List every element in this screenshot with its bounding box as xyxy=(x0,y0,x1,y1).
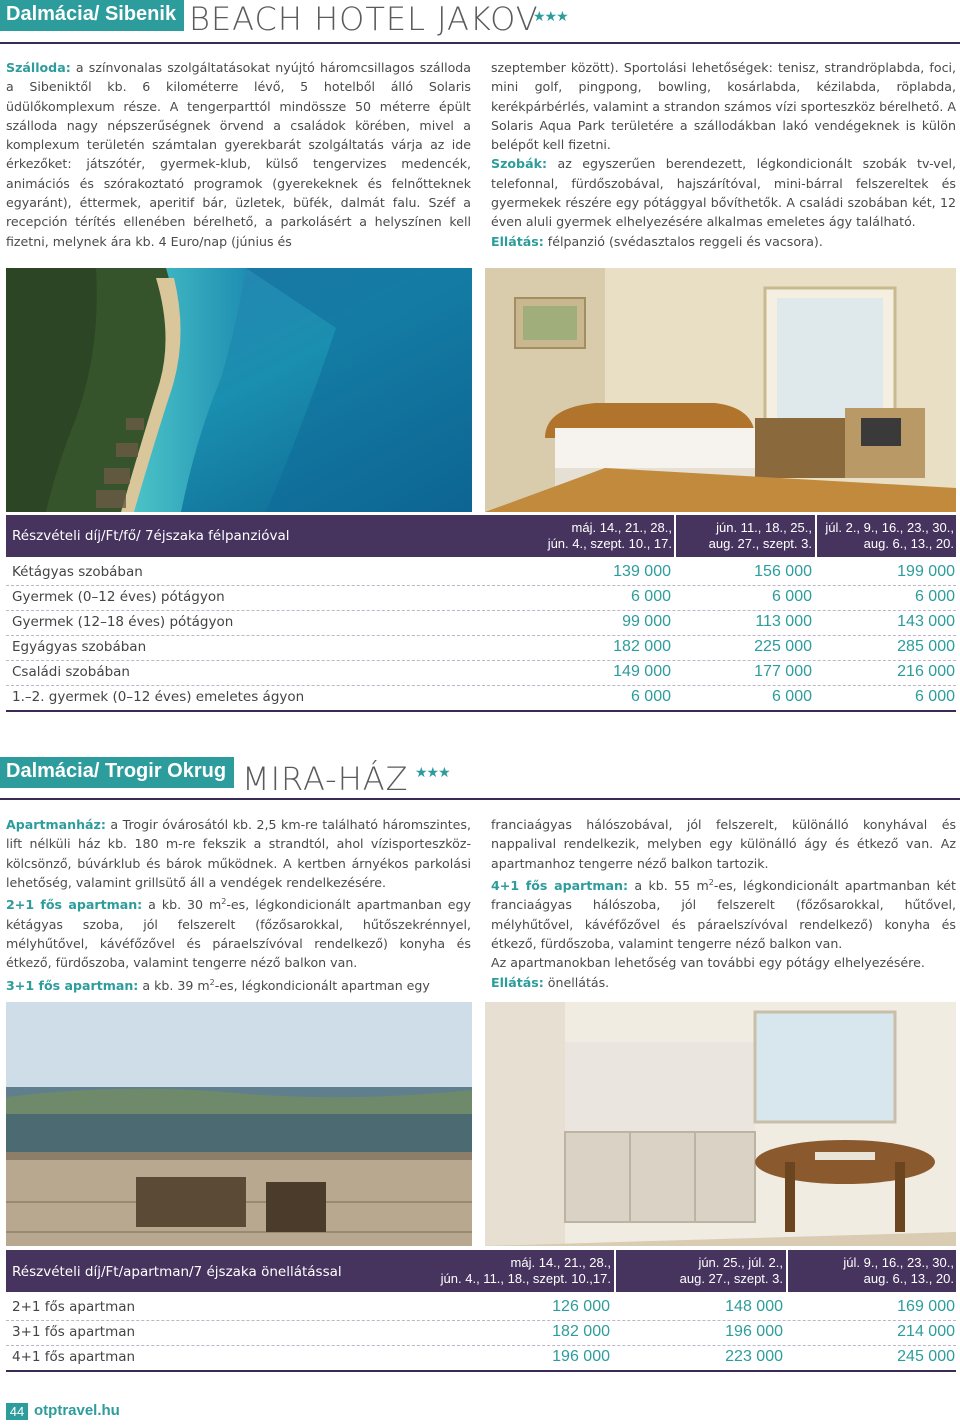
text-apartman-4-1: a kb. 55 m xyxy=(628,878,709,894)
column-header-period-2: jún. 25., júl. 2., aug. 27., szept. 3. xyxy=(679,1255,783,1286)
website-link[interactable]: otptravel.hu xyxy=(34,1402,120,1419)
star-rating-icon: ★★★ xyxy=(533,9,568,25)
table-row xyxy=(6,1320,956,1346)
price-table-header xyxy=(6,1250,956,1292)
price-cell: 6 000 xyxy=(630,688,671,705)
beach-aerial-photo xyxy=(6,268,472,512)
label-szobak: Szobák: xyxy=(491,156,547,172)
text-apartmanhaz: a Trogir óvárosától kb. 2,5 km-re található háromszintes, lift nélküli ház kb. 180 m-re fekszik a strandtól, ahol vízisporteszköz-kölcsönző, búvárklub és bárok működnek. A kertben árnyékos parkolási lehetőség, valamint grillsütő áll a vendégek rendelkezésére. xyxy=(6,817,471,890)
hotel2-description-right xyxy=(491,815,956,992)
hotel2-price-table xyxy=(6,1250,956,1374)
label-apartman-2-1: 2+1 fős apartman: xyxy=(6,897,143,913)
table-row xyxy=(6,1345,956,1372)
row-label: 4+1 fős apartman xyxy=(12,1349,136,1365)
price-cell: 214 000 xyxy=(897,1323,955,1340)
label-ellatas: Ellátás: xyxy=(491,233,544,249)
price-cell: 285 000 xyxy=(897,638,955,655)
text-apartman-4-1-rest: -es, légkondicionált apartmanban két franciaágyas hálószoba, jól felszerelt (főzősarokkal, hűtővel, mélyhűtővel, kávéfőzővel és páraelszívóval rendelkező) konyha és étkező, fürdőszoba, valamint tengerre néző balkon van. xyxy=(491,878,956,951)
text-apartman-2-1: a kb. 30 m xyxy=(142,897,222,913)
price-cell: 6 000 xyxy=(771,588,812,605)
label-apartman-4-1: 4+1 fős apartman: xyxy=(491,878,629,894)
region-label-trogir: Dalmácia/ Trogir Okrug xyxy=(0,757,234,788)
column-header-period-1: máj. 14., 21., 28., jún. 4., szept. 10., 17. xyxy=(547,520,672,551)
price-cell: 225 000 xyxy=(754,638,812,655)
label-ellatas: Ellátás: xyxy=(491,974,544,990)
price-cell: 99 000 xyxy=(622,613,671,630)
superscript: 2 xyxy=(708,877,714,887)
row-label: 2+1 fős apartman xyxy=(12,1299,136,1315)
price-cell: 196 000 xyxy=(552,1348,610,1365)
region-label-sibenik: Dalmácia/ Sibenik xyxy=(0,0,184,31)
price-cell: 182 000 xyxy=(613,638,671,655)
text-szalloda: a színvonalas szolgáltatásokat nyújtó háromcsillagos szálloda a Sibeniktől kb. 6 kilométerre lévő, 5 hotelből álló Solaris üdülőkomplexum része. A tengerparttól mindössze 50 méterre épült szálloda nagy népszerűségnek örvend a családok körében, mivel a komplexum területén számtalan gyerekbarát szolgáltatás várja az ide érkezőket: játszótér, gyermek-klub, külső tengervizes medencék, animációs és szórakoztató programok (gyerekeknek és felnőtteknek egyaránt), éttermek, aperitif bár, üzletek, büfék, dalmát falu. Széf a recepción térítés ellenében bérelhető, a parkolásért a helyszínen kell fizetni, melynek ára kb. 4 Euro/nap (június és xyxy=(6,60,471,249)
row-label: 3+1 fős apartman xyxy=(12,1324,136,1340)
price-cell: 216 000 xyxy=(897,663,955,680)
price-cell: 6 000 xyxy=(914,688,955,705)
price-cell: 143 000 xyxy=(897,613,955,630)
price-cell: 126 000 xyxy=(552,1298,610,1315)
price-table-header xyxy=(6,515,956,557)
table-row xyxy=(6,685,956,712)
text-potagy: Az apartmanokban lehetőség van további egy pótágy elhelyezésére. xyxy=(491,955,925,971)
label-szalloda: Szálloda: xyxy=(6,60,71,75)
header-rule xyxy=(0,798,960,800)
hotel2-description-left xyxy=(6,815,471,995)
text-apartman-3-1: a kb. 39 m xyxy=(138,977,210,993)
price-cell: 148 000 xyxy=(725,1298,783,1315)
price-cell: 182 000 xyxy=(552,1323,610,1340)
price-table-title: Részvételi díj/Ft/apartman/7 éjszaka önellátással xyxy=(12,1264,342,1280)
column-separator xyxy=(815,515,817,557)
price-cell: 169 000 xyxy=(897,1298,955,1315)
text-apartman-2-1-rest: -es, légkondicionált apartmanban egy kétágyas szoba, jól felszerelt (főzősarokkal, hűtőszekrénnyel, mélyhűtővel, kávéfőzővel és páraelszívóval rendelkező) konyha és étkező, fürdőszoba, valamint tengerre néző balkon van. xyxy=(6,897,471,971)
price-cell: 6 000 xyxy=(630,588,671,605)
hotel1-description-left xyxy=(6,58,471,251)
table-row xyxy=(6,610,956,636)
price-cell: 199 000 xyxy=(897,563,955,580)
balcony-sea-view-photo xyxy=(6,1002,472,1246)
text-ellatas: önellátás. xyxy=(543,974,610,990)
page-number: 44 xyxy=(6,1403,28,1420)
row-label: Családi szobában xyxy=(12,664,130,680)
price-cell: 223 000 xyxy=(725,1348,783,1365)
column-separator xyxy=(674,515,676,557)
row-label: Kétágyas szobában xyxy=(12,564,143,580)
price-table-title: Részvételi díj/Ft/fő/ 7éjszaka félpanzióval xyxy=(12,528,290,544)
column-separator xyxy=(614,1250,616,1292)
hotel1-description-right xyxy=(491,58,956,251)
column-header-period-2: jún. 11., 18., 25., aug. 27., szept. 3. xyxy=(708,520,812,551)
price-cell: 245 000 xyxy=(897,1348,955,1365)
price-cell: 6 000 xyxy=(771,688,812,705)
text-ellatas: félpanzió (svédasztalos reggeli és vacsora). xyxy=(543,233,823,249)
row-label: Gyermek (0–12 éves) pótágyon xyxy=(12,589,225,605)
column-header-period-3: júl. 2., 9., 16., 23., 30., aug. 6., 13., 20. xyxy=(825,520,954,551)
text-apartman-3-1-cont: franciaágyas hálószobával, jól felszerelt, különálló konyhával és nappalival rendelkezik, melyben egy különálló ágy és étkező van. Az apartmanhoz tengerre néző balkon tartozik. xyxy=(491,817,956,871)
row-label: Egyágyas szobában xyxy=(12,639,147,655)
price-cell: 113 000 xyxy=(755,613,812,630)
price-cell: 156 000 xyxy=(754,563,812,580)
price-cell: 139 000 xyxy=(613,563,671,580)
star-rating-icon: ★★★ xyxy=(415,765,450,781)
text-szobak: az egyszerűen berendezett, légkondicionált szobák tv-vel, telefonnal, fürdőszobával, hajszárítóval, mini-bárral felszereltek és gyermekek részére egy pótággyal bővíthetők. A családi szobában két, 12 éven aluli gyermek elhelyezésére alkalmas emeletes ágy található. xyxy=(491,156,956,230)
label-apartman-3-1: 3+1 fős apartman: xyxy=(6,977,139,993)
hotel-title-mira: MIRA-HÁZ xyxy=(242,760,409,798)
hotel-title-jakov: BEACH HOTEL JAKOV xyxy=(189,0,539,38)
table-row xyxy=(6,660,956,686)
column-header-period-1: máj. 14., 21., 28., jún. 4., 11., 18., szept. 10.,17. xyxy=(440,1255,611,1286)
price-cell: 149 000 xyxy=(613,663,671,680)
table-row xyxy=(6,1295,956,1321)
table-row xyxy=(6,585,956,611)
hotel-room-photo xyxy=(485,268,956,512)
table-row xyxy=(6,635,956,661)
hotel1-price-table xyxy=(6,515,956,712)
label-apartmanhaz: Apartmanház: xyxy=(6,817,106,832)
apartment-kitchen-photo xyxy=(485,1002,956,1246)
column-header-period-3: júl. 9., 16., 23., 30., aug. 6., 13., 20. xyxy=(843,1255,954,1286)
price-cell: 177 000 xyxy=(754,663,812,680)
text-apartman-3-1-rest: -es, légkondicionált apartman egy xyxy=(214,977,430,993)
price-cell: 196 000 xyxy=(725,1323,783,1340)
text-sport: szeptember között). Sportolási lehetőségek: tenisz, strandröplabda, foci, mini golf, pingpong, bowling, kosárlabda, kézilabda, röplabda, kerékpárbérlés, valamint a strandon számos vízi sporteszköz bérelhető. A Solaris Aqua Park területére a szállodákban lakó vendégeknek is külön belépőt kell fizetni. xyxy=(491,60,956,153)
row-label: 1.–2. gyermek (0–12 éves) emeletes ágyon xyxy=(12,689,305,705)
row-label: Gyermek (12–18 éves) pótágyon xyxy=(12,614,234,630)
price-cell: 6 000 xyxy=(914,588,955,605)
column-separator xyxy=(786,1250,788,1292)
table-row xyxy=(6,560,956,586)
header-rule xyxy=(0,42,960,44)
superscript: 2 xyxy=(209,977,215,987)
superscript: 2 xyxy=(221,897,227,907)
